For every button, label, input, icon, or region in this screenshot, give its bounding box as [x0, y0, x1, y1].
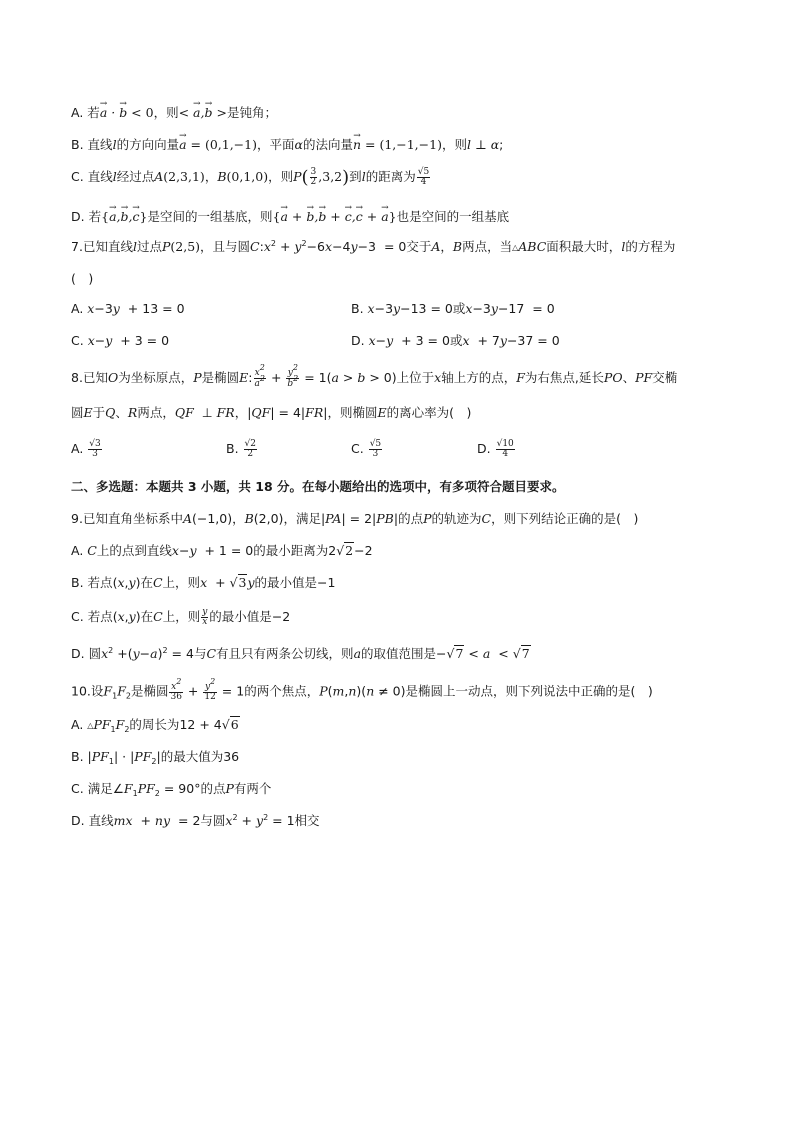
q9-stem: 9.已知直角坐标系中A(−1,0)，B(2,0)，满足|PA| = 2|PB|的点P的轨迹为C，则下列结论正确的是( )	[71, 511, 639, 526]
section-2-heading: 二、多选题：本题共 3 小题，共 18 分。在每小题给出的选项中，有多项符合题目要求。	[71, 479, 565, 494]
q7-option-c: C. x−y + 3 = 0	[71, 333, 170, 348]
q10-option-b: B. $|PF_1| \cdot |PF_2|$的最大值为36	[71, 749, 240, 766]
q10-option-c: C. 满足$\angle F_1PF_2 = 90^\circ$的点P有两个	[71, 781, 272, 798]
q6-option-a: A. 若→ a · → b < 0，则< → a,→ b >是钝角；	[71, 104, 277, 122]
q8-option-d: D. $\frac{√10}{4}$	[477, 439, 514, 459]
q10-stem: 10.设$F_1F_2$是椭圆 $\frac{x^2}{36}$ + $\frac{y^2}{12}$ = 1的两个焦点，P(m,n)(n ≠ 0)是椭圆上一动点，则下列说法中正确的是( )	[71, 677, 653, 702]
q7-option-d: D. x−y + 3 = 0或x + 7y−37 = 0	[351, 333, 560, 348]
q9-option-b: B. 若点(x,y)在C上，则x + √3y的最小值是−1	[71, 575, 336, 590]
q8-stem-line1: 8.已知O为坐标原点，P是椭圆E: $\frac{x^2}{a^2}$ + $\frac{y^2}{b^2}$ = 1(a > b > 0)上位于x轴上方的点，F为右焦点,延长PO、PF交椭	[71, 363, 678, 389]
q7-stem: 7.已知直线l过点P(2,5)，且与圆$C:x^2 + y^2-6x-4y-3 = 0$交于A，B两点，当△ABC面积最大时，l的方程为	[71, 239, 676, 254]
q8-stem-line2: 圆E于Q、R两点，QF ⊥ FR，|QF| = 4|FR|，则椭圆E的离心率为( )	[71, 405, 472, 420]
q8-option-c: C. $\frac{√5}{3}$	[351, 439, 382, 459]
q8-option-a: A. $\frac{√3}{3}$	[71, 439, 101, 459]
q7-option-a: A. x−3y + 13 = 0	[71, 301, 185, 316]
q6-option-d: D. 若{→ a,→ b,→ c}是空间的一组基底，则{→ a + → b,→ b + → c,→ c + → a}也是空间的一组基底	[71, 208, 509, 226]
q6-option-b: B. 直线l的方向向量→ a = (0,1,−1)，平面α的法向量→ n = (1,−1,−1)，则l ⊥ α;	[71, 136, 503, 154]
q9-option-a: A. C上的点到直线x−y + 1 = 0的最小距离为2√2−2	[71, 543, 373, 558]
q7-option-b: B. x−3y−13 = 0或x−3y−17 = 0	[351, 301, 555, 316]
q10-option-d: D. 直线mx + ny = 2与圆$x^2 + y^2 = 1$相交	[71, 813, 320, 828]
q9-option-d: D. 圆$x^2 +(y-a)^2 = 4$与C有且只有两条公切线，则a的取值范围是−√7 < a < √7	[71, 646, 530, 661]
q9-option-c: C. 若点(x,y)在C上，则 $\frac{y}{x}$ 的最小值是−2	[71, 607, 291, 627]
q7-paren: ( )	[71, 271, 94, 286]
q6-option-c: C. 直线l经过点A(2,3,1)，B(0,1,0)，则P( $\frac{3}{2}$ ,3,2)到l的距离为 $\frac{√5}{4}$	[71, 167, 430, 188]
q10-option-a: A. $\triangle PF_1F_2$的周长为12 + 4√6	[71, 717, 239, 734]
q8-option-b: B. $\frac{√2}{2}$	[226, 439, 257, 459]
